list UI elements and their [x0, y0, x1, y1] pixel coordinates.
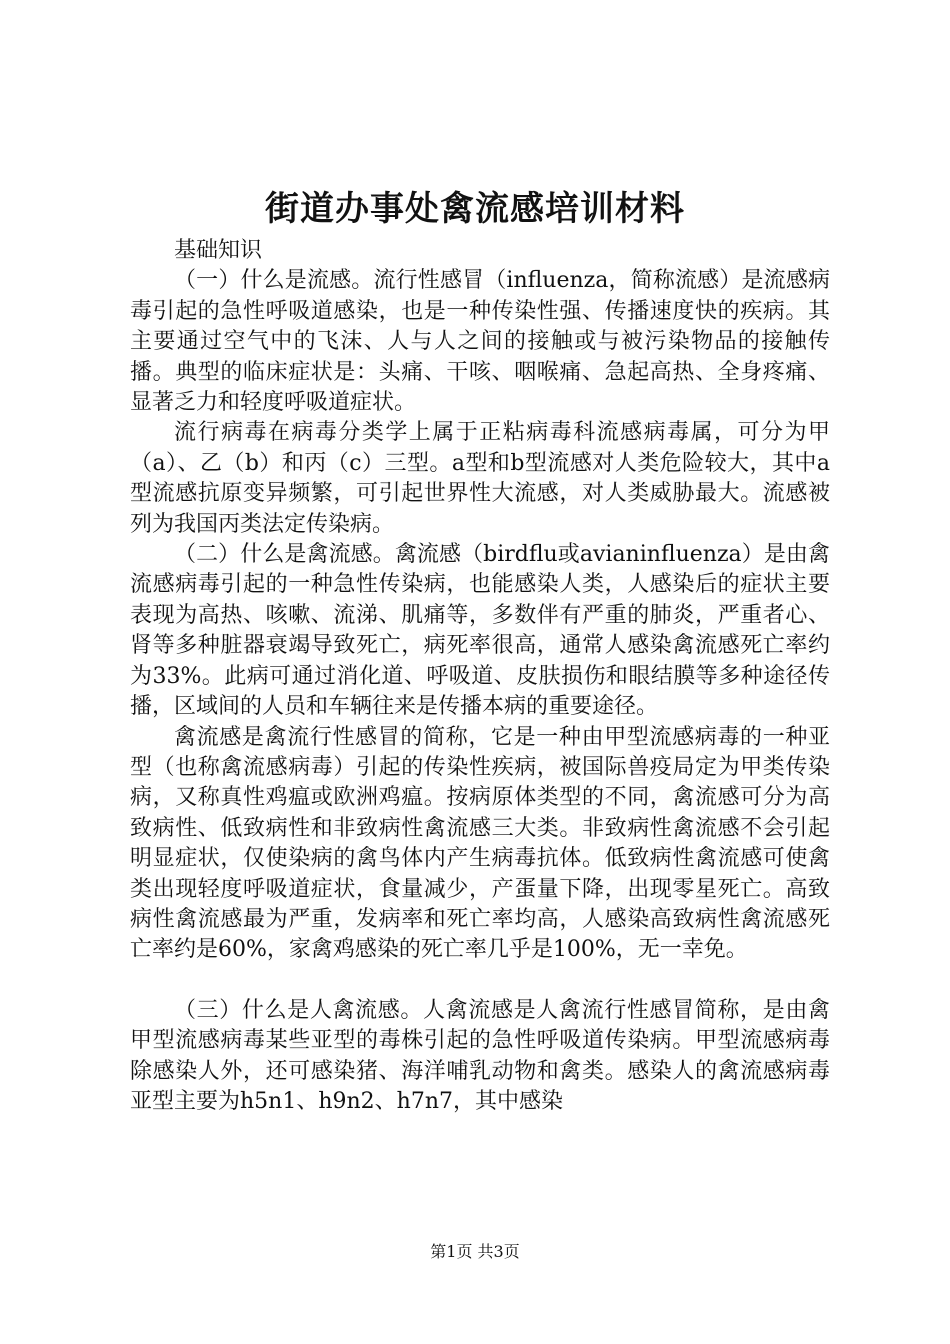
paragraph-avian-flu-types: 禽流感是禽流行性感冒的简称，它是一种由甲型流感病毒的一种亚型（也称禽流感病毒）引起的传染性疾病，被国际兽疫局定为甲类传染病，又称真性鸡瘟或欧洲鸡瘟。按病原体类型的不同，禽流感可分为高致病性、低致病性和非致病性禽流感三大类。非致病性禽流感不会引起明显症状，仅使染病的禽鸟体内产生病毒抗体。低致病性禽流感可使禽类出现轻度呼吸道症状，食量减少，产蛋量下降，出现零星死亡。高致病性禽流感最为严重，发病率和死亡率均高，人感染高致病性禽流感死亡率约是60%，家禽鸡感染的死亡率几乎是100%，无一幸免。	[130, 724, 830, 963]
paragraph-what-is-avian-flu: （二）什么是禽流感。禽流感（birdflu或avianinfluenza）是由禽流感病毒引起的一种急性传染病，也能感染人类，人感染后的症状主要表现为高热、咳嗽、流涕、肌痛等，多数伴有严重的肺炎，严重者心、肾等多种脏器衰竭导致死亡，病死率很高，通常人感染禽流感死亡率约为33%。此病可通过消化道、呼吸道、皮肤损伤和眼结膜等多种途径传播，区域间的人员和车辆往来是传播本病的重要途径。	[130, 542, 830, 720]
paragraph-human-avian-flu: （三）什么是人禽流感。人禽流感是人禽流行性感冒简称，是由禽甲型流感病毒某些亚型的毒株引起的急性呼吸道传染病。甲型流感病毒除感染人外，还可感染猪、海洋哺乳动物和禽类。感染人的禽流感病毒亚型主要为h5n1、h9n2、h7n7，其中感染	[130, 997, 830, 1114]
section-heading-basics: 基础知识	[174, 238, 263, 263]
paragraph-virus-classification: 流行病毒在病毒分类学上属于正粘病毒科流感病毒属，可分为甲（a）、乙（b）和丙（c）三型。a型和b型流感对人类危险较大，其中a型流感抗原变异频繁，可引起世界性大流感，对人类威胁最大。流感被列为我国丙类法定传染病。	[130, 420, 830, 537]
page-footer: 第1页 共3页	[430, 1242, 520, 1261]
document-body	[130, 236, 830, 1117]
paragraph-what-is-flu: （一）什么是流感。流行性感冒（influenza，简称流感）是流感病毒引起的急性呼吸道感染，也是一种传染性强、传播速度快的疾病。其主要通过空气中的飞沫、人与人之间的接触或与被污染物品的接触传播。典型的临床症状是：头痛、干咳、咽喉痛、急起高热、全身疼痛、显著乏力和轻度呼吸道症状。	[130, 268, 830, 416]
document-title: 街道办事处禽流感培训材料	[265, 189, 685, 229]
